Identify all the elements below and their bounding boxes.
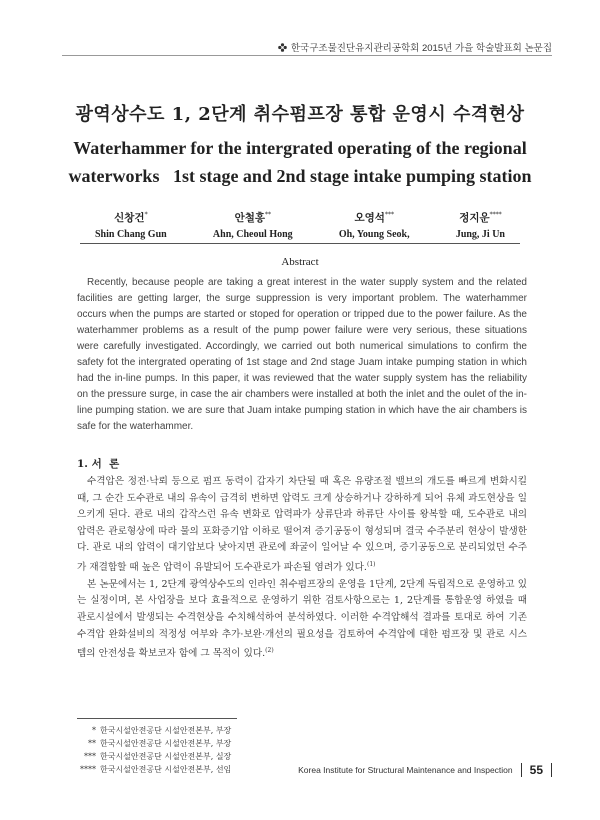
author-mark: * — [144, 211, 148, 219]
abstract-heading: Abstract — [281, 256, 319, 268]
running-header — [278, 40, 552, 54]
title-korean: 광역상수도 1, 2단계 취수펌프장 통합 운영시 수격현상 — [75, 104, 525, 125]
title-rule — [80, 243, 520, 244]
footnote: **** 한국시설안전공단 시설안전본부, 선임 — [80, 765, 232, 774]
paragraph: 본 논문에서는 1, 2단계 광역상수도의 인라인 취수펌프장의 운영을 1단계, 2단계 독립적으로 운영하고 있는 실정이며, 본 사업장을 보다 효율적으로 운영하기 위한 검토사항으로는 1, 2단계를 통합운영 하였을 때 관로시설에서 발생되는 수격현상을 수치해석하여 분석하였다. 이러한 수격압해석 결과를 토대로 하여 기존 수격압 완화설비의 적정성 여부와 추가·보완·개선의 필요성을 검토하여 수격압에 대한 펌프장 및 관로 시스템의 안전성을 확보코자 함에 그 목적이 있다.$^{(2)}$ — [77, 578, 527, 660]
footnotes — [72, 724, 231, 776]
header-rule — [62, 55, 552, 56]
author-mark: *** — [384, 211, 394, 219]
journal-name: 한국구조물진단유지관리공학회 2015년 가을 학술발표회 논문집 — [290, 43, 552, 54]
author-name-en: Shin Chang Gun — [95, 229, 167, 240]
citation: (1) — [367, 560, 376, 568]
title-english-line2: waterworks 1st stage and 2nd stage intake pumping station — [68, 166, 532, 186]
page-number: 55 — [529, 763, 543, 777]
footnote: *** 한국시설안전공단 시설안전본부, 실장 — [84, 752, 232, 761]
author-name-en: Ahn, Cheoul Hong — [212, 229, 293, 240]
footnote: * 한국시설안전공단 시설안전본부, 부장 — [92, 726, 232, 735]
author — [339, 210, 410, 240]
footer-divider — [521, 763, 522, 777]
author-list — [95, 210, 505, 240]
footnote: ** 한국시설안전공단 시설안전본부, 부장 — [88, 739, 232, 748]
page-footer — [298, 763, 552, 777]
institute-name: Korea Institute for Structural Maintenance and Inspection — [298, 765, 513, 775]
section-heading: 1. 서 론 — [77, 458, 120, 470]
author-name-en: Jung, Ji Un — [455, 229, 505, 240]
footer-divider — [551, 763, 552, 777]
section-body — [77, 474, 527, 663]
title-english-line1: Waterhammer for the intergrated operating of the regional — [73, 138, 527, 158]
footnote-rule — [77, 718, 237, 719]
author-name-ko: 신창건 — [114, 212, 145, 224]
author-name-ko: 정지운 — [459, 212, 490, 224]
flower-bullet-icon — [278, 43, 287, 52]
citation: (2) — [265, 647, 274, 655]
paragraph: 수격압은 정전·낙뢰 등으로 펌프 동력이 갑자기 차단될 때 혹은 유량조절 밸브의 개도를 빠르게 변화시킬 때, 그 순간 도수관로 내의 유속이 급격히 변하면 압력도 크게 상승하거나 강하하게 되어 유체 과도현상을 일으키게 된다. 관로 내의 갑작스런 유속 변화로 압력파가 상류단과 하류단 사이를 왕복할 때, 도수관로 내의 압력은 관로형상에 따라 물의 포화증기압 이하로 떨어져 증기공동이 형성되며 결국 수주분리 현상이 발생한다. 관로 내의 압력이 대기압보다 낮아지면 관로에 좌굴이 일어날 수 있으며, 증기공동으로 분리되었던 수주가 재결합할 때 높은 압력이 유발되어 도수관로가 파손될 염려가 있다.$^{(1)}$ — [77, 476, 527, 574]
author-mark: **** — [489, 211, 502, 219]
author-mark: ** — [265, 211, 271, 219]
author-name-ko: 안철홍 — [234, 212, 265, 224]
author — [95, 210, 167, 240]
title-english — [60, 134, 540, 190]
author-name-ko: 오영석 — [354, 212, 385, 224]
abstract-text: Recently, because people are taking a great interest in the water supply system and the related facilities are getting larger, the surge suppression is very important problem. The waterhammer occurs when the pumps are started or stoped for operation or tripped due to the power failure. As the waterhammer problems as a result of the pump power failure were very serious, these situations were carefully investigated. Accordingly, we carried out both numerical simulations to confirm the safety fot the intergrated operating of 1st stage and 2nd stage Juam intake pumping station in which had the in-line pumps. In this paper, it was reviewed that the water supply system has the reliability on the pressure surge, in case the air chambers were installed at both the inlet and the oulet of the in-line pumping station. we are sure that Juam intake pumping station in which have the air chambers is safe for the waterhammer. — [77, 277, 527, 432]
author — [213, 210, 293, 240]
author — [456, 210, 505, 240]
author-name-en: Oh, Young Seok, — [338, 229, 410, 240]
